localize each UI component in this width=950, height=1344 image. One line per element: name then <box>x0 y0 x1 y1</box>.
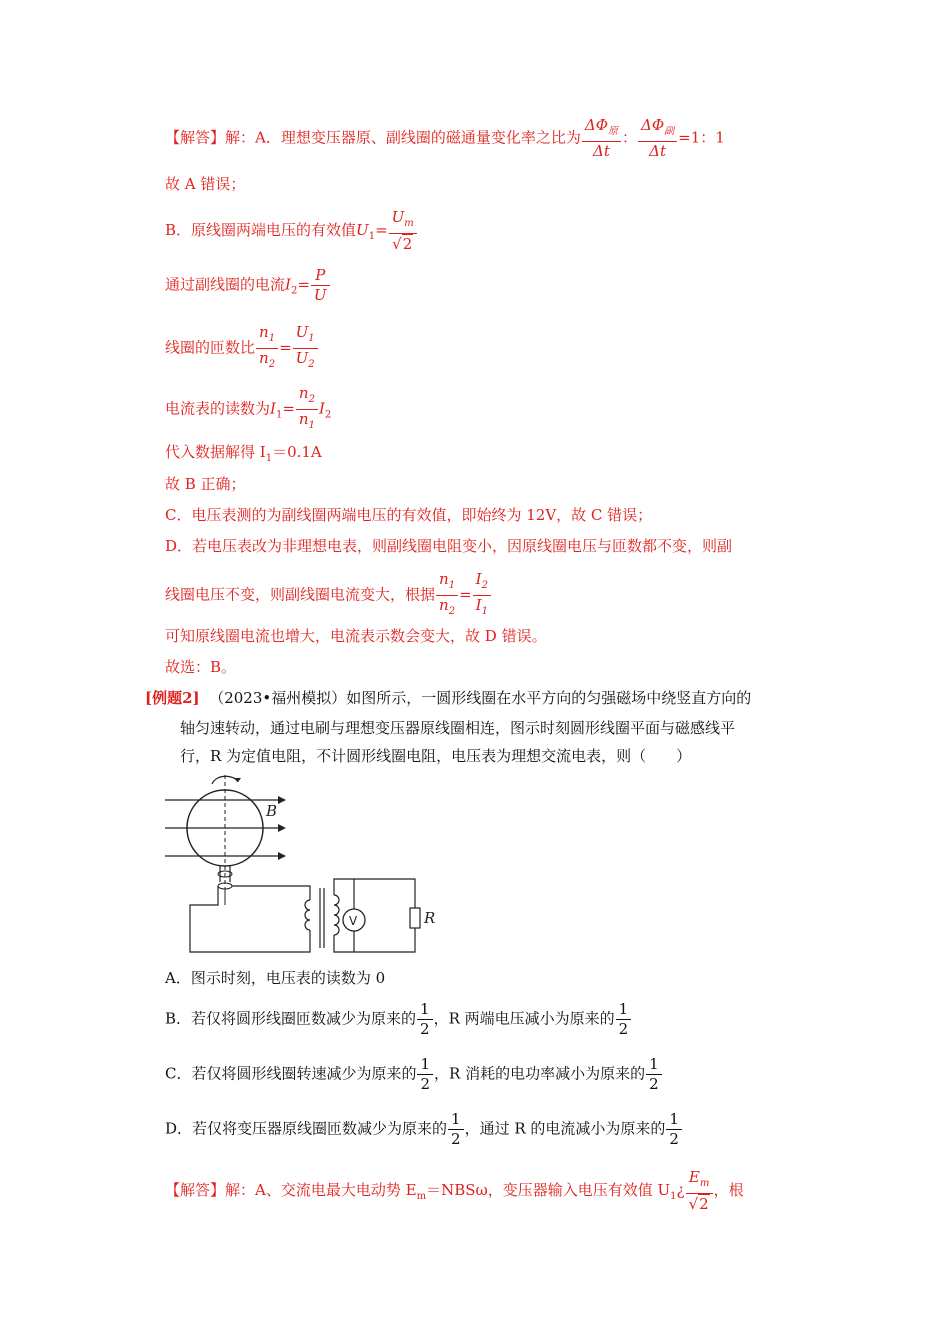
answer1-line-D1: D．若电压表改为非理想电表，则副线圈电阻变小，因原线圈电压与匝数都不变，则副 <box>165 537 733 555</box>
answer2-line-1: 【解答】解：A、交流电最大电动势 $E_m=NBS\omega$，变压器输入电压有效值 $U_1¿$ $\frac{E_m}{√2}$ ，根 <box>165 1168 744 1213</box>
half-fraction: $\frac{1}{2}$ <box>448 1110 464 1149</box>
em-over-sqrt2: $\frac{E_m}{√2}$ <box>686 1168 713 1214</box>
flux-fraction-secondary: $\frac{\Delta\Phi_副}{\Delta t}$ <box>638 116 677 161</box>
half-fraction: $\frac{1}{2}$ <box>417 1000 433 1039</box>
answer1-line-1: 【解答】解：A．理想变压器原、副线圈的磁通量变化率之比为 $\frac{\Delta\Phi_原}{\Delta t}$ ： $\frac{\Delta\Phi_副}{\Delta t}$ =1：1 <box>165 116 725 160</box>
example2-line-2: 轴匀速转动，通过电刷与理想变压器原线圈相连，图示时刻圆形线圈平面与磁感线平 <box>180 719 736 737</box>
answer1-line-B3: 线圈的匝数比 $\frac{n_1}{n_2}$ = $\frac{U_1}{U_2}$ <box>165 323 319 374</box>
voltmeter-label-v: V <box>349 914 358 928</box>
answer1-line-D2: 线圈电压不变，则副线圈电流变大，根据 $\frac{n_1}{n_2}$ = $\frac{I_2}{I_1}$ <box>165 570 492 621</box>
answer1-line-B4: 电流表的读数为$I_1=$ $\frac{n_2}{n_1}$ $I_2$ <box>165 384 331 435</box>
voltage-ratio: $\frac{U_1}{U_2}$ <box>293 323 318 374</box>
half-fraction: $\frac{1}{2}$ <box>616 1000 632 1039</box>
half-fraction: $\frac{1}{2}$ <box>417 1055 433 1094</box>
turns-ratio: $\frac{n_1}{n_2}$ <box>256 323 278 374</box>
option-a: A．图示时刻，电压表的读数为 0 <box>165 969 386 987</box>
half-fraction: $\frac{1}{2}$ <box>666 1110 682 1149</box>
example2-line-1: [例题2] （2023•福州模拟）如图所示，一圆形线圈在水平方向的匀强磁场中绕竖直方向的 <box>145 689 752 707</box>
p-over-u: $\frac{P}{U}$ <box>311 266 330 305</box>
answer1-selection: 故选：B。 <box>165 658 237 676</box>
field-label-b: B <box>266 802 278 820</box>
option-c: C．若仅将圆形线圈转速减少为原来的 $\frac{1}{2}$ ，R 消耗的电功率减小为原来的 $\frac{1}{2}$ <box>165 1055 663 1094</box>
answer1-line-B1: B．原线圈两端电压的有效值$U_1=$ $\frac{U_m}{√2}$ <box>165 208 418 254</box>
answer-tag: 【解答】 <box>165 1181 226 1199</box>
um-over-sqrt2: $\frac{U_m}{√2}$ <box>389 208 417 254</box>
option-b: B．若仅将圆形线圈匝数减少为原来的 $\frac{1}{2}$ ，R 两端电压减小为原来的 $\frac{1}{2}$ <box>165 1000 632 1039</box>
flux-fraction-primary: $\frac{\Delta\Phi_原}{\Delta t}$ <box>582 116 621 161</box>
answer-intro: 解：A．理想变压器原、副线圈的磁通量变化率之比为 <box>225 128 581 147</box>
resistor-label-r: R <box>424 909 436 927</box>
half-fraction: $\frac{1}{2}$ <box>646 1055 662 1094</box>
example-tag: [例题2] <box>145 689 200 707</box>
answer-tag: 【解答】 <box>165 128 226 147</box>
option-d: D．若仅将变压器原线圈匝数减少为原来的 $\frac{1}{2}$ ，通过 R 的电流减小为原来的 $\frac{1}{2}$ <box>165 1110 683 1149</box>
circuit-figure <box>160 770 450 960</box>
example2-line-3: 行，R 为定值电阻，不计圆形线圈电阻，电压表为理想交流电表，则（ ） <box>180 747 692 765</box>
turns-ratio-d: $\frac{n_1}{n_2}$ <box>436 570 458 621</box>
answer1-line-B5: 代入数据解得 $I_1=0.1A$ <box>165 443 322 464</box>
n2-over-n1: $\frac{n_2}{n_1}$ <box>296 384 318 435</box>
current-ratio-d: $\frac{I_2}{I_1}$ <box>473 570 491 621</box>
answer1-line-C: C．电压表测的为副线圈两端电压的有效值，即始终为 12V，故 C 错误； <box>165 506 653 524</box>
answer1-line-B6: 故 B 正确； <box>165 475 246 493</box>
answer1-line-A: 故 A 错误； <box>165 175 246 193</box>
answer1-line-B2: 通过副线圈的电流$I_2=$ $\frac{P}{U}$ <box>165 266 331 305</box>
answer1-line-D3: 可知原线圈电流也增大，电流表示数会变大，故 D 错误。 <box>165 627 547 645</box>
